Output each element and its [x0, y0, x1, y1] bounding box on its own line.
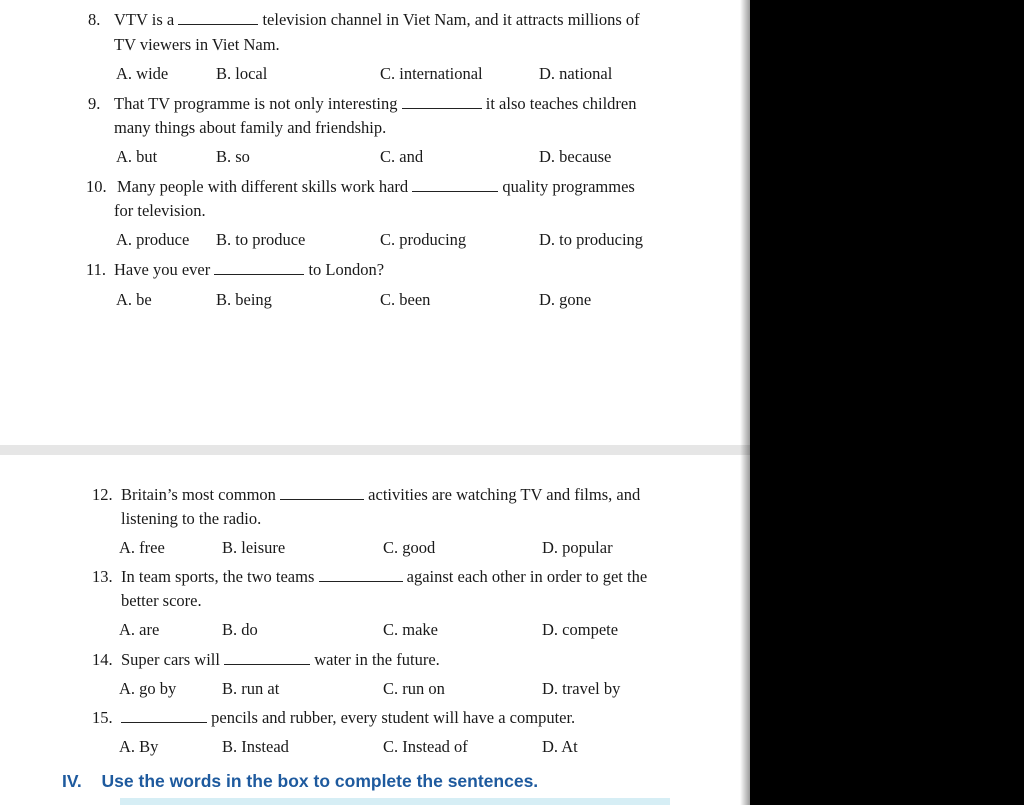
- option-d[interactable]: D. national: [539, 64, 613, 83]
- answer-blank[interactable]: [280, 485, 364, 500]
- option-a[interactable]: A. but: [116, 147, 158, 166]
- option-b[interactable]: B. so: [216, 147, 250, 166]
- question-text-line2: for television.: [114, 201, 206, 220]
- option-d[interactable]: D. to producing: [539, 230, 644, 249]
- question-text-line2: listening to the radio.: [121, 509, 262, 528]
- question-text: In team sports, the two teams against each other in order to get the: [121, 567, 648, 586]
- question-number: 10.: [86, 177, 107, 196]
- question-number: 11.: [86, 260, 107, 279]
- option-c[interactable]: C. good: [383, 538, 436, 557]
- question-text-line2: many things about family and friendship.: [114, 118, 387, 137]
- option-b[interactable]: B. run at: [222, 679, 280, 698]
- option-c[interactable]: C. international: [380, 64, 483, 83]
- worksheet-page-bottom: [0, 455, 750, 805]
- option-b[interactable]: B. to produce: [216, 230, 306, 249]
- section-heading: [62, 771, 538, 792]
- option-a[interactable]: A. go by: [119, 679, 177, 698]
- question-number: 9.: [88, 94, 101, 113]
- page-separator: [0, 445, 750, 455]
- answer-blank[interactable]: [224, 650, 310, 665]
- option-c[interactable]: C. been: [380, 290, 431, 309]
- question-number: 12.: [92, 485, 113, 504]
- question-text: Many people with different skills work hard quality programmes: [117, 177, 635, 196]
- option-b[interactable]: B. do: [222, 620, 258, 639]
- option-b[interactable]: B. local: [216, 64, 268, 83]
- page-edge-shadow: [740, 0, 754, 805]
- option-a[interactable]: A. free: [119, 538, 165, 557]
- question-text: Have you ever to London?: [114, 260, 385, 279]
- question-text: VTV is a television channel in Viet Nam, and it attracts millions of: [114, 10, 640, 29]
- question-text: pencils and rubber, every student will have a computer.: [121, 708, 575, 728]
- option-c[interactable]: C. run on: [383, 679, 445, 698]
- question-number: 13.: [92, 567, 113, 586]
- worksheet-page-top: [0, 0, 750, 445]
- option-a[interactable]: A. are: [119, 620, 160, 639]
- option-d[interactable]: D. At: [542, 737, 578, 756]
- question-number: 8.: [88, 10, 101, 29]
- option-d[interactable]: D. because: [539, 147, 612, 166]
- answer-blank[interactable]: [319, 567, 403, 582]
- question-number: 14.: [92, 650, 113, 669]
- option-d[interactable]: D. gone: [539, 290, 592, 309]
- section-instruction: Use the words in the box to complete the sentences.: [101, 771, 539, 791]
- option-d[interactable]: D. compete: [542, 620, 619, 639]
- question-number: 15.: [92, 708, 113, 727]
- answer-blank[interactable]: [178, 10, 258, 25]
- question-text-line2: TV viewers in Viet Nam.: [114, 35, 280, 54]
- option-a[interactable]: A. By: [119, 737, 159, 756]
- answer-blank[interactable]: [412, 177, 498, 192]
- question-text: Britain’s most common activities are watching TV and films, and: [121, 485, 641, 504]
- option-c[interactable]: C. Instead of: [383, 737, 468, 756]
- option-d[interactable]: D. popular: [542, 538, 613, 557]
- option-c[interactable]: C. and: [380, 147, 424, 166]
- answer-blank[interactable]: [402, 94, 482, 109]
- question-text-line2: better score.: [121, 591, 202, 610]
- option-a[interactable]: A. produce: [116, 230, 190, 249]
- option-d[interactable]: D. travel by: [542, 679, 621, 698]
- answer-blank[interactable]: [121, 708, 207, 723]
- option-c[interactable]: C. make: [383, 620, 438, 639]
- option-c[interactable]: C. producing: [380, 230, 467, 249]
- answer-blank[interactable]: [214, 260, 304, 275]
- section-number: IV.: [62, 771, 82, 791]
- question-text: That TV programme is not only interesting it also teaches children: [114, 94, 637, 113]
- word-box: [120, 798, 670, 805]
- question-text: Super cars will water in the future.: [121, 650, 440, 669]
- option-b[interactable]: B. leisure: [222, 538, 286, 557]
- option-b[interactable]: B. Instead: [222, 737, 289, 756]
- option-a[interactable]: A. wide: [116, 64, 169, 83]
- option-a[interactable]: A. be: [116, 290, 152, 309]
- option-b[interactable]: B. being: [216, 290, 272, 309]
